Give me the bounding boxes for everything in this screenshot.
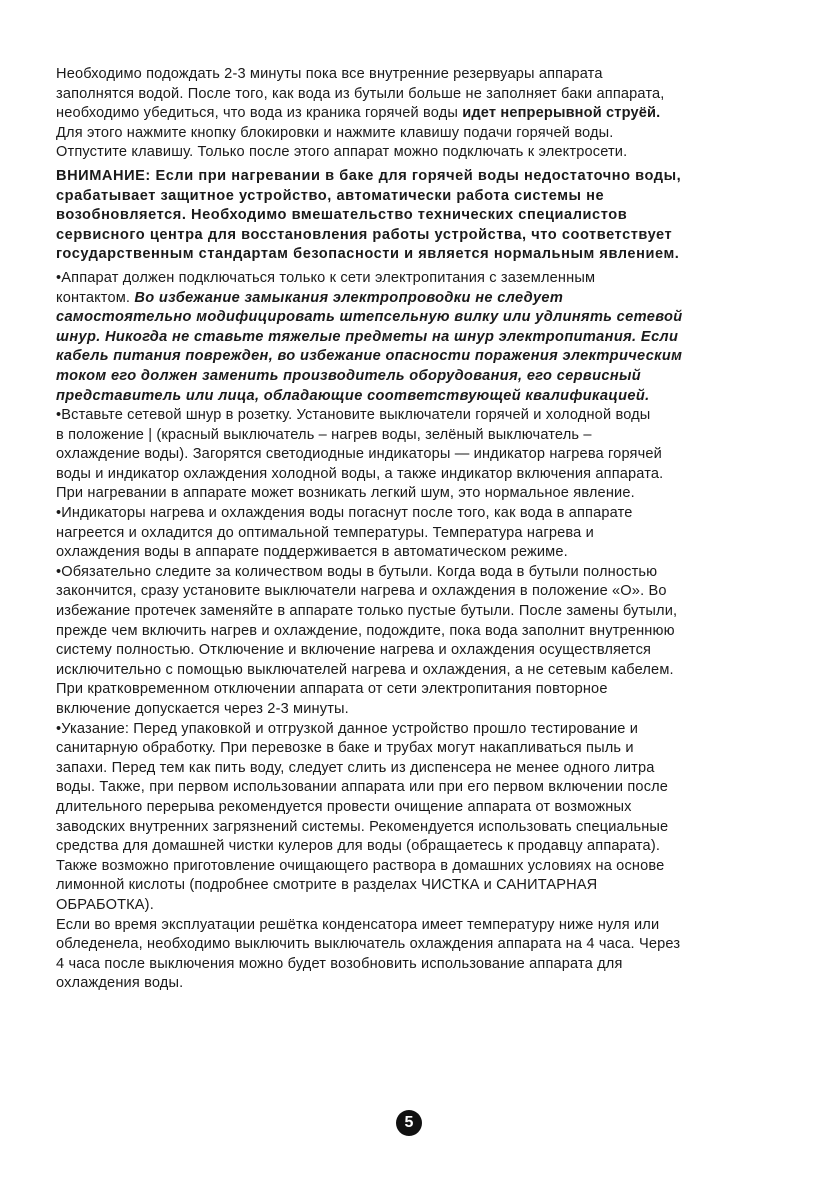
text-line: Необходимо подождать 2-3 минуты пока все внутренние резервуары аппарата (56, 66, 603, 82)
paragraph-grounding (56, 269, 780, 406)
paragraph-plug-in (56, 406, 780, 504)
paragraph-bottle (56, 563, 780, 720)
text-line: Для этого нажмите кнопку блокировки и нажмите клавишу подачи горячей воды. (56, 124, 614, 141)
text-line: длительного перерыва рекомендуется провести очищение аппарата от возможных (56, 798, 632, 815)
text-line: Отпустите клавишу. Только после этого аппарат можно подключать к электросети. (56, 144, 628, 161)
text-line: кабель питания поврежден, во избежание опасности поражения электрическим (56, 348, 683, 365)
text-line: избежание протечек заменяйте в аппарате только пустые бутыли. После замены бутыли, (56, 603, 678, 620)
text-line: срабатывает защитное устройство, автоматически работа системы не (56, 187, 605, 204)
text-line: воды и индикатор охлаждения холодной воды, а также индикатор включения аппарата. (56, 465, 664, 482)
emphasis-continuous-stream: идет непрерывной струёй. (462, 105, 661, 122)
text-line: заполнятся водой. После того, как вода из бутыли больше не заполняет баки аппарата, (56, 85, 665, 102)
page-number-badge: 5 (396, 1110, 422, 1136)
text-line: •Аппарат должен подключаться только к сети электропитания с заземленным (56, 269, 596, 286)
text-line: самостоятельно модифицировать штепсельную вилку или удлинять сетевой (56, 309, 683, 326)
warning-paragraph (56, 167, 780, 265)
emphasis-safety-warning: Во избежание замыкания электропроводки не следует (134, 289, 564, 306)
text-line: сервисного центра для восстановления работы устройства, что соответствует (56, 226, 673, 243)
text-line: шнур. Никогда не ставьте тяжелые предметы на шнур электропитания. Если (56, 328, 679, 345)
text-line: •Вставьте сетевой шнур в розетку. Установите выключатели горячей и холодной воды (56, 407, 651, 424)
text-line: воды. Также, при первом использовании аппарата или при его первом включении после (56, 779, 669, 796)
text-line: прежде чем включить нагрев и охлаждение, подождите, пока вода заполнит внутреннюю (56, 622, 675, 639)
text-line: охлаждения воды в аппарате поддерживается в автоматическом режиме. (56, 544, 568, 561)
text-line: в положение | (красный выключатель – нагрев воды, зелёный выключатель – (56, 426, 592, 443)
text-line: охлаждения воды. (56, 975, 184, 992)
text-line: 4 часа после выключения можно будет возобновить использование аппарата для (56, 955, 623, 972)
text-line: государственным стандартам безопасности и является нормальным явлением. (56, 246, 680, 263)
text-line: •Индикаторы нагрева и охлаждения воды погаснут после того, как вода в аппарате (56, 505, 633, 522)
text-line: систему полностью. Отключение и включение нагрева и охлаждения осуществляется (56, 642, 652, 659)
paragraph-indicators (56, 504, 780, 563)
text-line: ВНИМАНИЕ: Если при нагревании в баке для горячей воды недостаточно воды, (56, 167, 682, 184)
paragraph-frost (56, 916, 780, 994)
text-line: лимонной кислоты (подробнее смотрите в разделах ЧИСТКА и САНИТАРНАЯ (56, 877, 598, 894)
paragraph-fill-tanks (56, 65, 780, 163)
text-line: средства для домашней чистки кулеров для воды (обращаетесь к продавцу аппарата). (56, 838, 661, 855)
text-line: При нагревании в аппарате может возникать легкий шум, это нормальное явление. (56, 485, 635, 502)
text-run: контактом. (56, 289, 135, 306)
text-line: Также возможно приготовление очищающего раствора в домашних условиях на основе (56, 857, 665, 874)
manual-page-body (56, 65, 780, 994)
text-line: •Указание: Перед упаковкой и отгрузкой данное устройство прошло тестирование и (56, 720, 639, 737)
text-line: •Обязательно следите за количеством воды в бутыли. Когда вода в бутыли полностью (56, 563, 658, 580)
text-line: представитель или лица, обладающие соответствующей квалификацией. (56, 387, 650, 404)
text-line: охлаждение воды). Загорятся светодиодные индикаторы — индикатор нагрева горячей (56, 446, 662, 463)
text-line: током его должен заменить производитель оборудования, его сервисный (56, 367, 642, 384)
text-line: заводских внутренних загрязнений системы. Рекомендуется использовать специальные (56, 818, 669, 835)
text-line: санитарную обработку. При перевозке в баке и трубах могут накапливаться пыль и (56, 740, 634, 757)
text-line: обледенела, необходимо выключить выключатель охлаждения аппарата на 4 часа. Через (56, 936, 681, 953)
text-line: Если во время эксплуатации решётка конденсатора имеет температуру ниже нуля или (56, 916, 660, 933)
text-line: нагреется и охладится до оптимальной температуры. Температура нагрева и (56, 524, 594, 541)
text-line (56, 289, 780, 309)
text-line: исключительно с помощью выключателей нагрева и охлаждения, а не сетевым кабелем. (56, 661, 674, 678)
text-line: возобновляется. Необходимо вмешательство технических специалистов (56, 207, 628, 224)
text-run: необходимо убедиться, что вода из краника горячей воды (56, 105, 463, 122)
text-line: закончится, сразу установите выключатели нагрева и охлаждения в положение «О». Во (56, 583, 667, 600)
paragraph-note (56, 720, 780, 916)
text-line: включение допускается через 2-3 минуты. (56, 701, 349, 717)
text-line: ОБРАБОТКА). (56, 896, 154, 913)
text-line (56, 104, 780, 124)
text-line: При кратковременном отключении аппарата от сети электропитания повторное (56, 681, 608, 698)
text-line: запахи. Перед тем как пить воду, следует слить из диспенсера не менее одного литра (56, 759, 655, 776)
